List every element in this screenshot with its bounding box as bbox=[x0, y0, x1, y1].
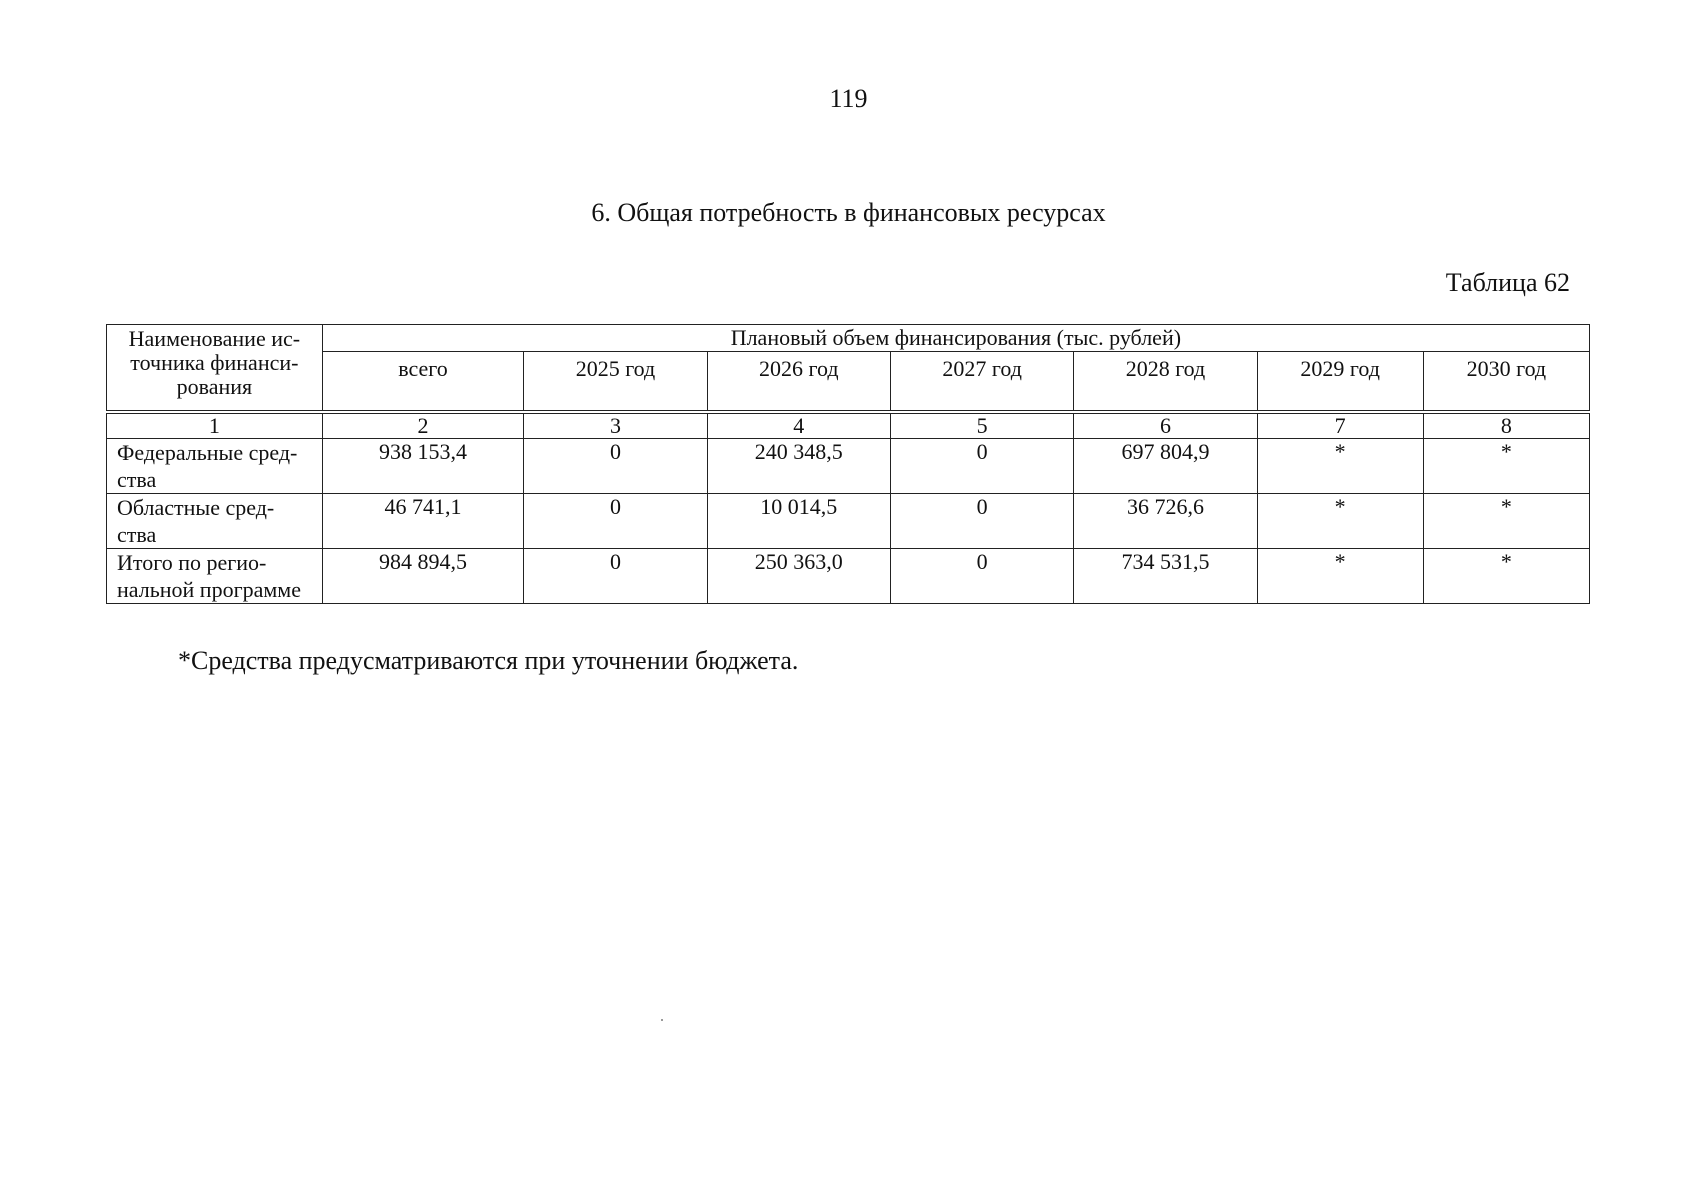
page-number: 119 bbox=[829, 84, 868, 113]
table-row-federal bbox=[107, 439, 1590, 494]
table-cell: 984 894,5 bbox=[322, 549, 524, 604]
financing-table bbox=[106, 324, 1590, 604]
table-caption: Таблица 62 bbox=[1445, 268, 1570, 297]
column-number: 1 bbox=[107, 412, 323, 439]
source-name-header: Наименование ис- точника финанси- рования bbox=[107, 325, 323, 413]
table-cell: 0 bbox=[524, 549, 707, 604]
table-cell: 0 bbox=[890, 494, 1073, 549]
column-header-2028: 2028 год bbox=[1074, 352, 1257, 413]
table-cell: * bbox=[1423, 494, 1589, 549]
footnote: *Средства предусматриваются при уточнении бюджета. bbox=[178, 646, 799, 675]
column-header-2025: 2025 год bbox=[524, 352, 707, 413]
column-number: 7 bbox=[1257, 412, 1423, 439]
section-title: 6. Общая потребность в финансовых ресурсах bbox=[591, 198, 1106, 227]
column-number: 8 bbox=[1423, 412, 1589, 439]
table-cell: 734 531,5 bbox=[1074, 549, 1257, 604]
table-cell: 0 bbox=[524, 439, 707, 494]
row-label: Итого по регио- нальной программе bbox=[107, 549, 323, 604]
table-cell: 36 726,6 bbox=[1074, 494, 1257, 549]
column-number: 5 bbox=[890, 412, 1073, 439]
row-label: Областные сред- ства bbox=[107, 494, 323, 549]
column-header-2027: 2027 год bbox=[890, 352, 1073, 413]
column-number: 2 bbox=[322, 412, 524, 439]
table-cell: * bbox=[1257, 494, 1423, 549]
column-number: 3 bbox=[524, 412, 707, 439]
table-row-regional bbox=[107, 494, 1590, 549]
table-cell: * bbox=[1423, 439, 1589, 494]
column-header-2026: 2026 год bbox=[707, 352, 890, 413]
table-cell: * bbox=[1423, 549, 1589, 604]
table-cell: 0 bbox=[890, 439, 1073, 494]
column-number-row bbox=[107, 412, 1590, 439]
column-number: 4 bbox=[707, 412, 890, 439]
table-cell: 240 348,5 bbox=[707, 439, 890, 494]
table-cell: 697 804,9 bbox=[1074, 439, 1257, 494]
table-row-total bbox=[107, 549, 1590, 604]
column-header-total: всего bbox=[322, 352, 524, 413]
scan-speck bbox=[661, 1019, 663, 1021]
table-cell: 10 014,5 bbox=[707, 494, 890, 549]
table-cell: 0 bbox=[890, 549, 1073, 604]
planned-volume-header: Плановый объем финансирования (тыс. рублей) bbox=[322, 325, 1589, 352]
table-cell: 46 741,1 bbox=[322, 494, 524, 549]
table-cell: * bbox=[1257, 439, 1423, 494]
column-number: 6 bbox=[1074, 412, 1257, 439]
column-header-2030: 2030 год bbox=[1423, 352, 1589, 413]
column-header-2029: 2029 год bbox=[1257, 352, 1423, 413]
table-cell: * bbox=[1257, 549, 1423, 604]
table-cell: 0 bbox=[524, 494, 707, 549]
table-cell: 250 363,0 bbox=[707, 549, 890, 604]
row-label: Федеральные сред- ства bbox=[107, 439, 323, 494]
table-cell: 938 153,4 bbox=[322, 439, 524, 494]
